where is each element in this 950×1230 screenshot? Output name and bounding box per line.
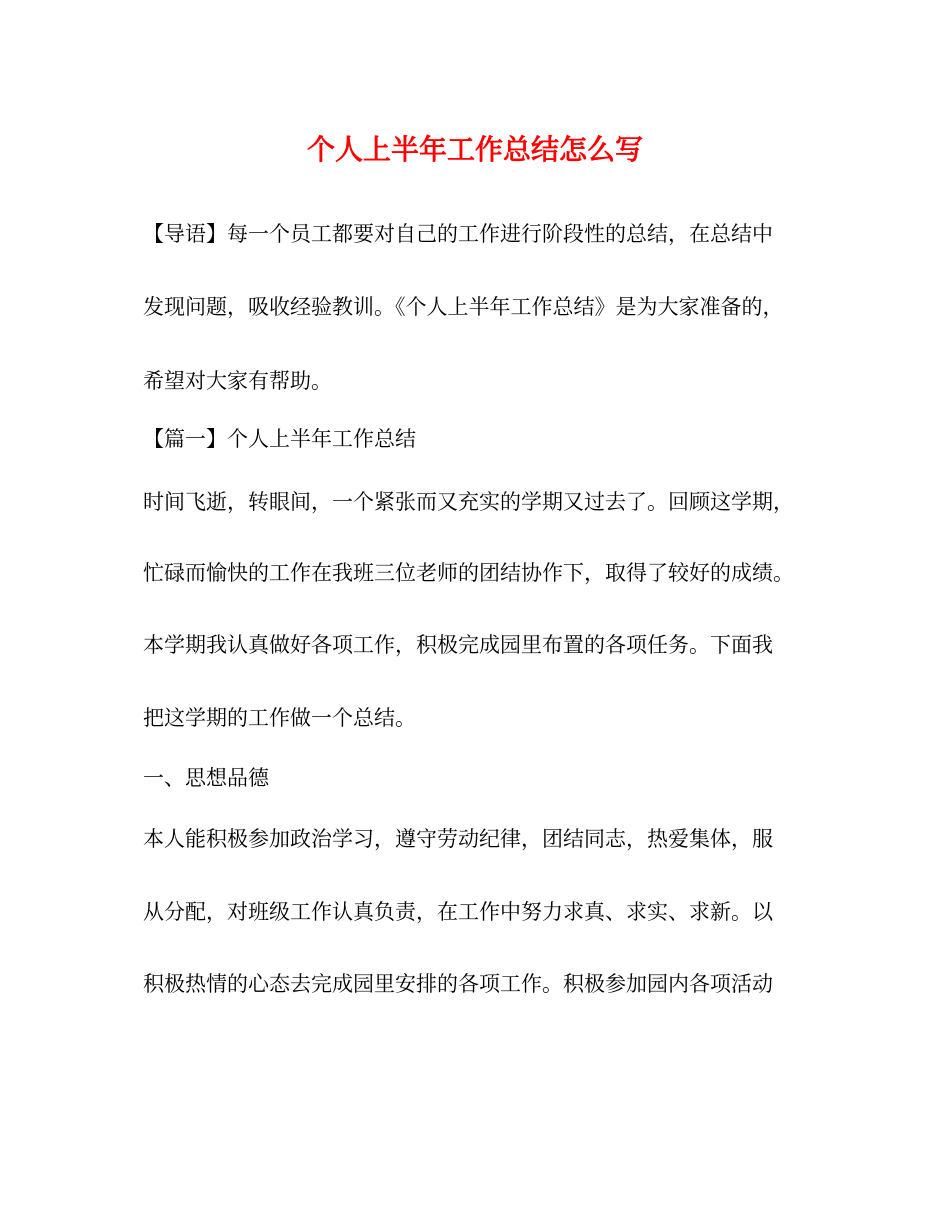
body-line: 把这学期的工作做一个总结。: [143, 706, 416, 730]
document-title: 个人上半年工作总结怎么写: [306, 133, 643, 166]
body-line: 本学期我认真做好各项工作，积极完成园里布置的各项任务。下面我: [143, 633, 773, 657]
body-line: 从分配，对班级工作认真负责，在工作中努力求真、求实、求新。以: [143, 900, 773, 924]
body-line: 忙碌而愉快的工作在我班三位老师的团结协作下，取得了较好的成绩。: [143, 561, 794, 585]
body-line: 时间飞逝，转眼间，一个紧张而又充实的学期又过去了。回顾这学期，: [143, 490, 794, 514]
body-line: 【导语】每一个员工都要对自己的工作进行阶段性的总结，在总结中: [143, 222, 773, 246]
body-line: 积极热情的心态去完成园里安排的各项工作。积极参加园内各项活动: [143, 972, 773, 996]
section-heading: 【篇一】个人上半年工作总结: [143, 427, 416, 451]
body-line: 发现问题，吸收经验教训。《个人上半年工作总结》是为大家准备的，: [143, 295, 784, 319]
section-heading: 一、思想品德: [143, 766, 269, 790]
body-line: 希望对大家有帮助。: [143, 369, 332, 393]
body-line: 本人能积极参加政治学习，遵守劳动纪律，团结同志，热爱集体，服: [143, 827, 773, 851]
